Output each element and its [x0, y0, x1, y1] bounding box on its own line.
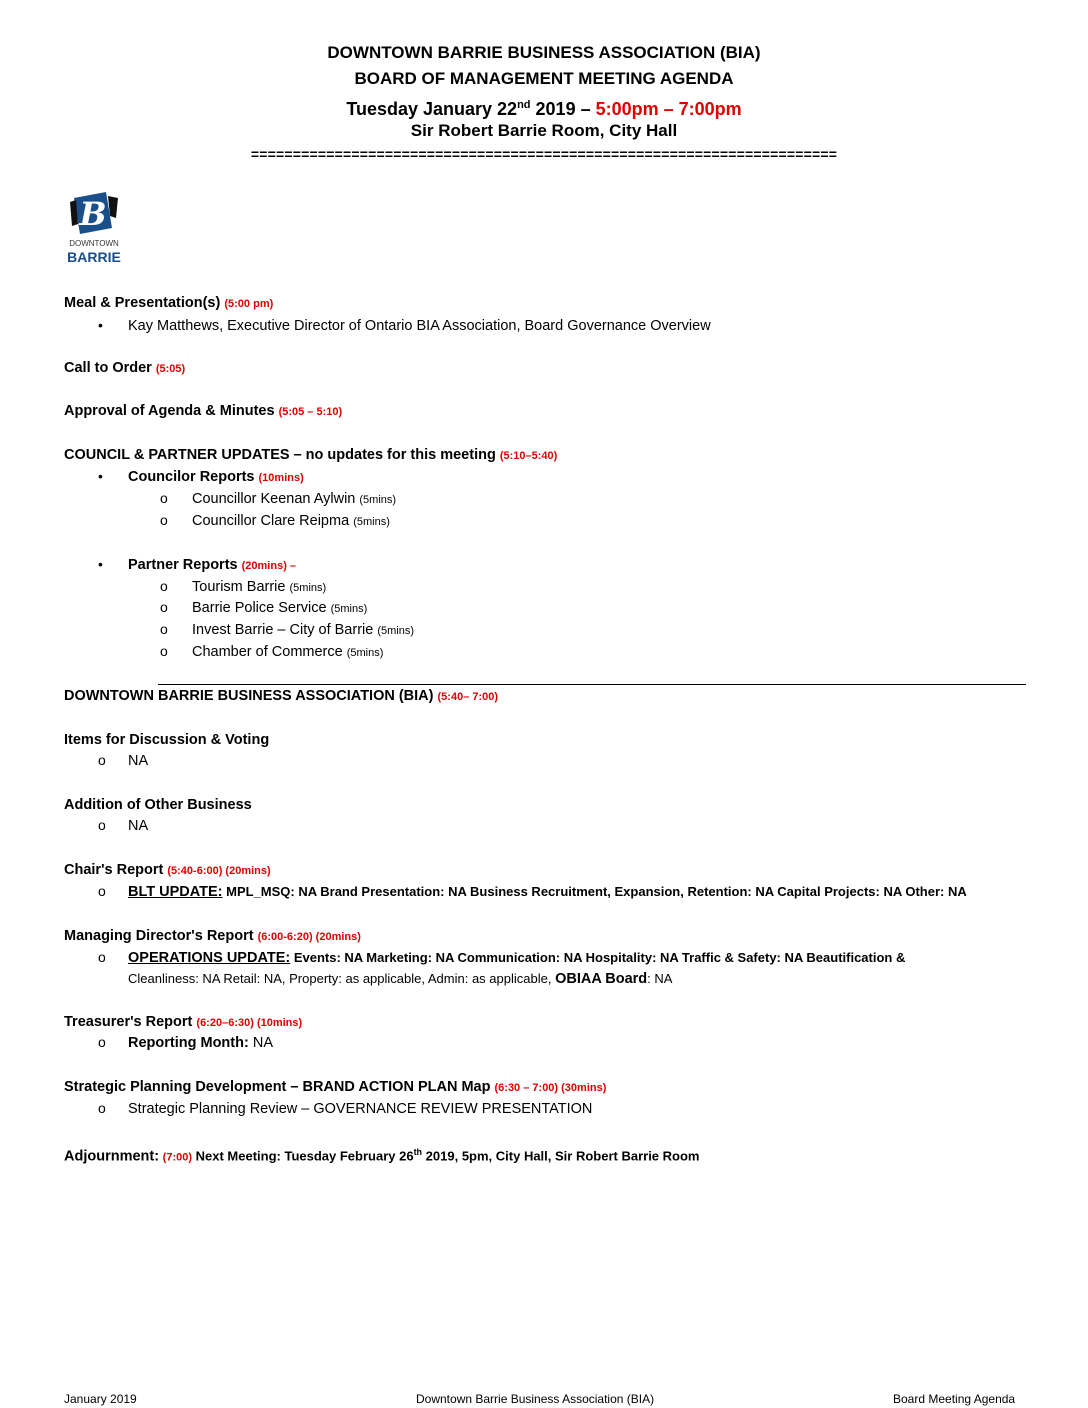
bullet-icon: • [98, 468, 103, 484]
list-item: Councillor Clare Reipma (5mins) [192, 513, 390, 529]
strategic-item: Strategic Planning Review – GOVERNANCE REVIEW PRESENTATION [128, 1101, 593, 1117]
sub-bullet-icon: o [160, 621, 168, 637]
footer-org: Downtown Barrie Business Association (BIA) [416, 1392, 655, 1406]
council-heading: COUNCIL & PARTNER UPDATES – no updates for this meeting (5:10–5:40) [64, 447, 558, 463]
other-business-item: NA [128, 818, 149, 834]
list-item: Invest Barrie – City of Barrie (5mins) [192, 622, 415, 638]
adjournment-time: (7:00) [162, 1151, 193, 1164]
approval-time: (5:05 – 5:10) [278, 406, 343, 418]
meal-item: Kay Matthews, Executive Director of Ontario BIA Association, Board Governance Overview [128, 318, 711, 334]
meeting-location: Sir Robert Barrie Room, City Hall [410, 121, 678, 140]
meeting-time: 5:00pm – 7:00pm [595, 99, 742, 119]
date-suffix: 2019 – [530, 99, 596, 119]
footer-title: Board Meeting Agenda [893, 1392, 1016, 1406]
discussion-heading: Items for Discussion & Voting [64, 732, 270, 748]
discussion-item: NA [128, 753, 149, 769]
downtown-barrie-logo [66, 188, 122, 272]
partner-reports: Partner Reports (20mins) – [128, 557, 297, 573]
sub-bullet-icon: o [160, 512, 168, 528]
sub-bullet-icon: o [160, 599, 168, 615]
meal-label: Meal & Presentation(s) [64, 295, 221, 311]
treasurer-item: Reporting Month: NA [128, 1035, 273, 1051]
managing-item-line2: Cleanliness: NA Retail: NA, Property: as applicable, Admin: as applicable, OBIAA Board: NA [128, 971, 673, 987]
date-sup: nd [517, 99, 531, 111]
managing-heading: Managing Director's Report (6:00-6:20) (20mins) [64, 928, 361, 944]
list-item: Chamber of Commerce (5mins) [192, 644, 384, 660]
footer-date: January 2019 [64, 1392, 137, 1406]
sub-bullet-icon: o [160, 490, 168, 506]
managing-time: (6:00-6:20) (20mins) [257, 931, 361, 943]
call-to-order-time: (5:05) [155, 363, 186, 375]
treasurer-time: (6:20–6:30) (10mins) [196, 1017, 303, 1029]
bullet-icon: • [98, 317, 103, 333]
bia-heading: DOWNTOWN BARRIE BUSINESS ASSOCIATION (BIA) (5:40– 7:00) [64, 688, 499, 704]
adjournment: Adjournment: (7:00) Next Meeting: Tuesday February 26th 2019, 5pm, City Hall, Sir Robert Barrie Room [64, 1147, 700, 1165]
agenda-org-title: DOWNTOWN BARRIE BUSINESS ASSOCIATION (BIA) [327, 43, 761, 62]
logo-text-top: DOWNTOWN [69, 239, 119, 248]
logo-text-bottom: BARRIE [67, 249, 121, 265]
list-item: Councillor Keenan Aylwin (5mins) [192, 491, 397, 507]
svg-text:B: B [79, 195, 107, 233]
sub-bullet-icon: o [98, 817, 106, 833]
date-prefix: Tuesday January 22 [346, 99, 518, 119]
header-separator: ====================================================================== [250, 146, 838, 162]
council-time: (5:10–5:40) [499, 450, 558, 462]
meal-time: (5:00 pm) [224, 298, 274, 310]
sub-bullet-icon: o [160, 643, 168, 659]
agenda-title: BOARD OF MANAGEMENT MEETING AGENDA [354, 69, 734, 88]
call-to-order-heading: Call to Order (5:05) [64, 360, 186, 376]
strategic-time: (6:30 – 7:00) (30mins) [494, 1082, 607, 1094]
sub-bullet-icon: o [98, 1100, 106, 1116]
section-divider [158, 684, 1026, 685]
list-item: Barrie Police Service (5mins) [192, 600, 368, 616]
sub-bullet-icon: o [98, 752, 106, 768]
approval-heading: Approval of Agenda & Minutes (5:05 – 5:10) [64, 403, 343, 419]
strategic-heading: Strategic Planning Development – BRAND ACTION PLAN Map (6:30 – 7:00) (30mins) [64, 1079, 607, 1095]
treasurer-heading: Treasurer's Report (6:20–6:30) (10mins) [64, 1014, 303, 1030]
managing-item-line1: OPERATIONS UPDATE: Events: NA Marketing: NA Communication: NA Hospitality: NA Traffic & Safety: NA Beautification & [128, 950, 906, 966]
sub-bullet-icon: o [98, 883, 106, 899]
meal-heading [64, 293, 273, 314]
list-item: Tourism Barrie (5mins) [192, 579, 327, 595]
bia-time: (5:40– 7:00) [437, 691, 499, 703]
sub-bullet-icon: o [160, 578, 168, 594]
bullet-icon: • [98, 556, 103, 572]
chair-heading: Chair's Report (5:40-6:00) (20mins) [64, 862, 271, 878]
other-business-heading: Addition of Other Business [64, 797, 252, 813]
sub-bullet-icon: o [98, 1034, 106, 1050]
councilor-reports: Councilor Reports (10mins) [128, 469, 304, 485]
chair-item: BLT UPDATE: MPL_MSQ: NA Brand Presentation: NA Business Recruitment, Expansion, Retention: NA Capital Projects: NA Other: NA [128, 884, 967, 900]
chair-time: (5:40-6:00) (20mins) [167, 865, 271, 877]
sub-bullet-icon: o [98, 949, 106, 965]
